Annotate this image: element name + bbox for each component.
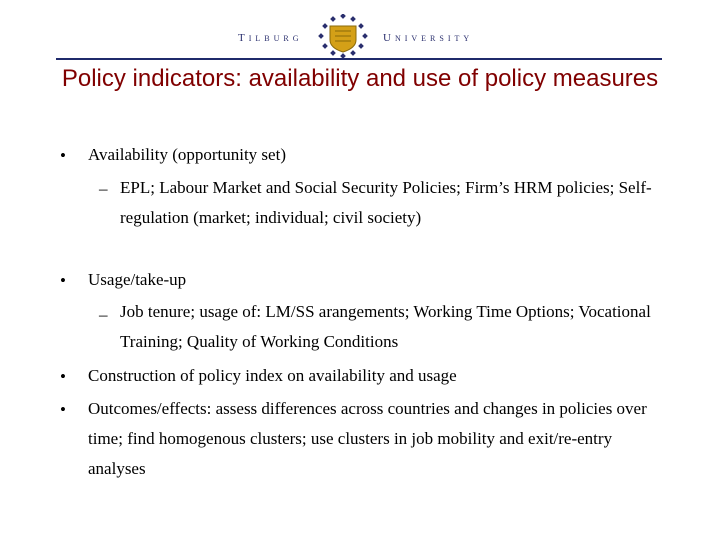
sub-bullet-marker: – (99, 305, 108, 324)
bullet-marker: • (60, 271, 66, 290)
bullet-text: Usage/take-up (88, 270, 187, 289)
brand-left-text: Tilburg (238, 32, 303, 44)
sub-bullet-text: Job tenure; usage of: LM/SS arangements; Working Time Options; Vocational Training; Quality of Working Conditions (120, 302, 651, 351)
bullet-marker: • (60, 367, 66, 386)
bullet-text: Construction of policy index on availability and usage (88, 366, 457, 385)
sub-bullet-text: EPL; Labour Market and Social Security Policies; Firm’s HRM policies; Self-regulation (market; individual; civil society) (120, 178, 652, 227)
bullet-text: Outcomes/effects: assess differences across countries and changes in policies over time; find homogenous clusters; use clusters in job mobility and exit/re-entry analyses (88, 399, 647, 478)
slide-title: Policy indicators: availability and use of policy measures (61, 65, 659, 92)
bullet-text: Availability (opportunity set) (88, 145, 286, 164)
sub-bullet-marker: – (99, 179, 108, 198)
bullet-marker: • (60, 400, 66, 419)
bullet-marker: • (60, 146, 66, 165)
brand-right-text: University (383, 32, 474, 44)
